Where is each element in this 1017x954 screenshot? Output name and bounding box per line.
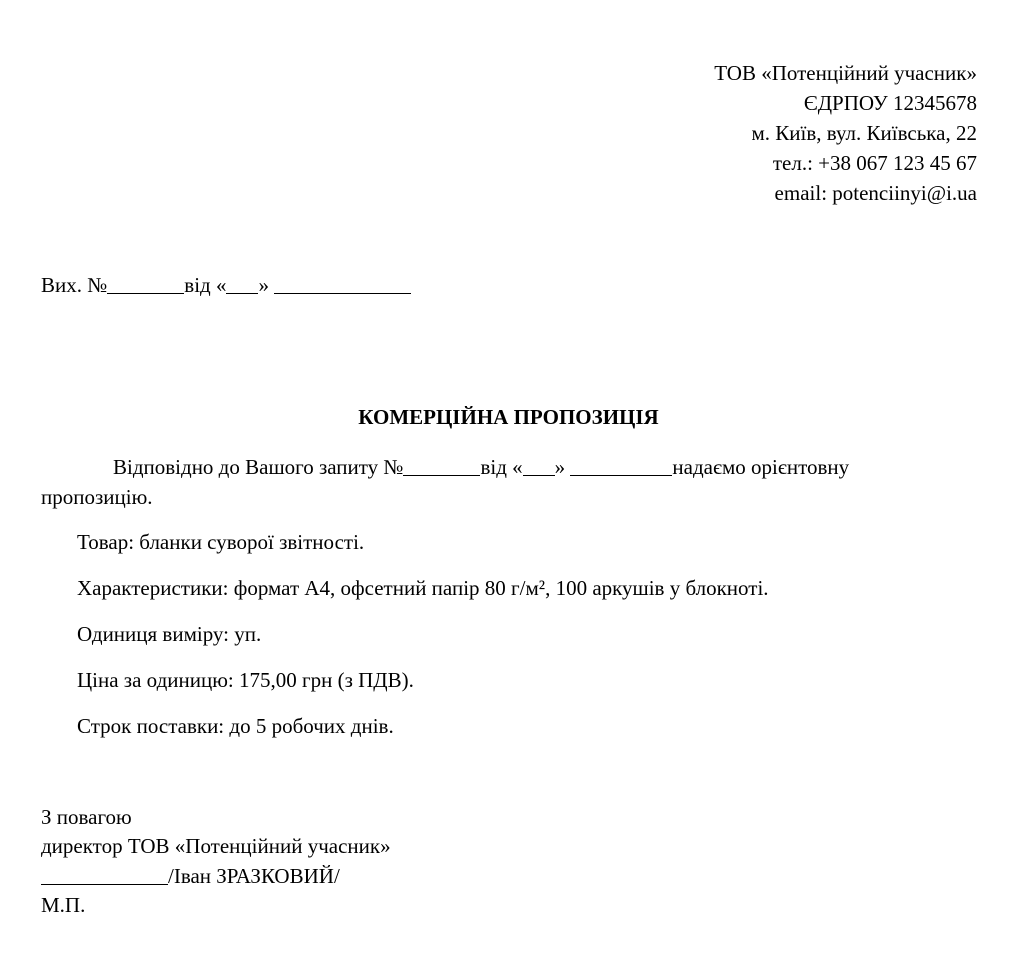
- request-day-blank: [523, 454, 555, 476]
- request-number-blank: [403, 454, 480, 476]
- offer-item-unit: Одиниця виміру: уп.: [77, 622, 262, 646]
- sender-email: email: potenciinyi@i.ua: [774, 181, 977, 205]
- signature-blank: [41, 863, 168, 885]
- document-title: КОМЕРЦІЙНА ПРОПОЗИЦІЯ: [358, 405, 659, 429]
- outgoing-number-blank: [107, 272, 184, 294]
- offer-item-characteristics: Характеристики: формат А4, офсетний папір 80 г/м², 100 аркушів у блокноті.: [77, 576, 769, 600]
- outgoing-date-blank: [274, 272, 411, 294]
- request-date-blank: [570, 454, 672, 476]
- outgoing-number-line: [41, 270, 411, 298]
- intro-end: надаємо орієнтовну: [672, 455, 850, 479]
- intro-start: Відповідно до Вашого запиту №: [113, 455, 404, 479]
- sender-phone: тел.: +38 067 123 45 67: [772, 151, 977, 175]
- outgoing-close: »: [258, 273, 269, 297]
- sender-edrpou: ЄДРПОУ 12345678: [803, 91, 977, 115]
- offer-items: [77, 530, 769, 760]
- offer-item-price: Ціна за одиницю: 175,00 грн (з ПДВ).: [77, 668, 414, 692]
- signature-name: /Іван ЗРАЗКОВИЙ/: [168, 864, 340, 888]
- offer-item-delivery: Строк поставки: до 5 робочих днів.: [77, 714, 394, 738]
- sender-block: [714, 58, 977, 208]
- sender-address: м. Київ, вул. Київська, 22: [751, 121, 977, 145]
- signature-regards: З повагою: [41, 805, 132, 829]
- offer-item-product: Товар: бланки суворої звітності.: [77, 530, 365, 554]
- intro-from: від «: [480, 455, 523, 479]
- intro-paragraph: [41, 452, 976, 512]
- signature-stamp: М.П.: [41, 893, 86, 917]
- sender-company: ТОВ «Потенційний учасник»: [714, 61, 977, 85]
- intro-line2: пропозицію.: [41, 485, 153, 509]
- signature-block: [41, 803, 391, 920]
- outgoing-prefix: Вих. №: [41, 273, 108, 297]
- intro-close: »: [554, 455, 566, 479]
- signature-position: директор ТОВ «Потенційний учасник»: [41, 834, 391, 858]
- signature-line: [41, 861, 391, 891]
- outgoing-day-blank: [226, 272, 258, 294]
- outgoing-from: від «: [184, 273, 227, 297]
